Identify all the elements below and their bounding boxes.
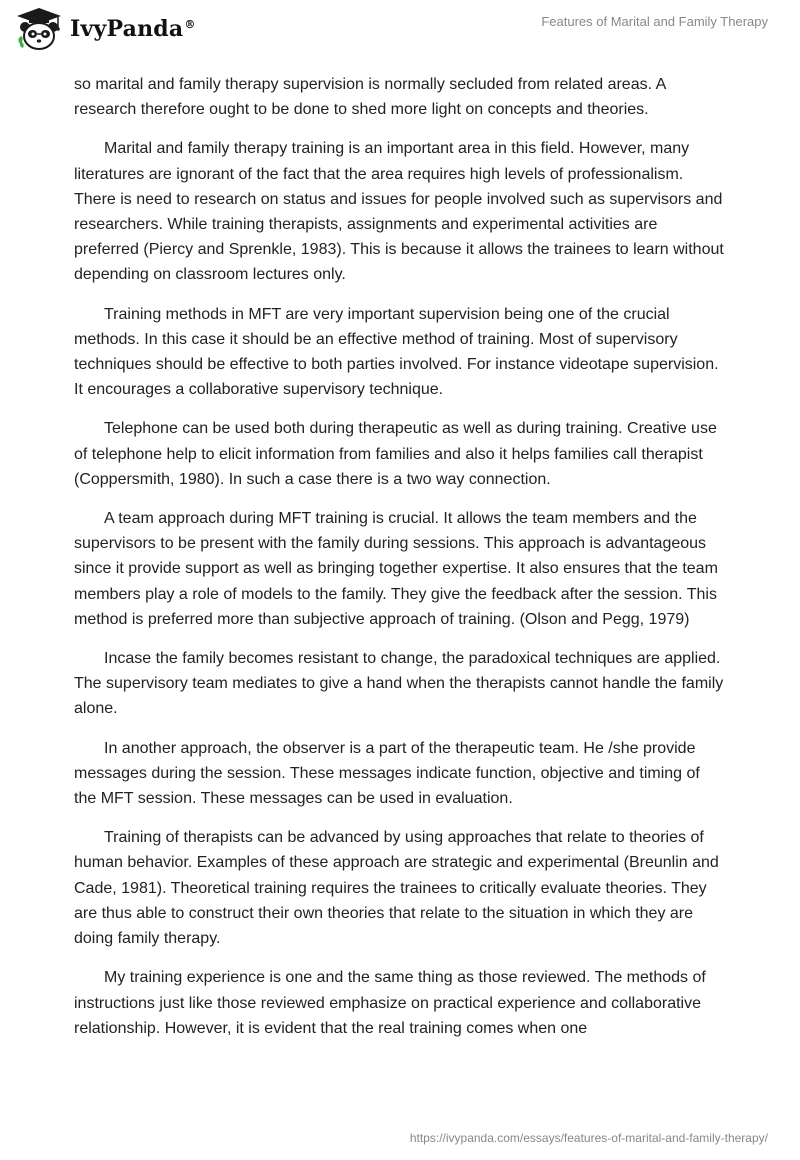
brand-name: IvyPanda®	[70, 16, 196, 42]
paragraph: Incase the family becomes resistant to change, the paradoxical techniques are applied. The supervisory team mediates to give a hand when the therapists cannot handle the family alone.	[74, 650, 724, 718]
brand-logo[interactable]	[14, 6, 196, 52]
document-title: Features of Marital and Family Therapy	[541, 14, 768, 29]
paragraph: In another approach, the observer is a part of the therapeutic team. He /she provide messages during the session. These messages indicate function, objective and timing of the MFT session. These messages can be used in evaluation.	[74, 739, 700, 808]
paragraph: Training of therapists can be advanced by using approaches that relate to theories of human behavior. Examples of these approach are strategic and experimental (Breunlin and Cade, 1981). Theoretical training requires the trainees to critically evaluate theories. They are thus able to construct their own theories that relate to the situation in which they are doing family therapy.	[74, 829, 719, 948]
paragraph: A team approach during MFT training is crucial. It allows the team members and the supervisors to be present with the family during sessions. This approach is advantageous since it provide support as well as bringing together expertise. It also ensures that the team members play a role of models to the family. They give the feedback after the session. This method is preferred more than subjective approach of training. (Olson and Pegg, 1979)	[74, 510, 718, 628]
essay-body	[74, 72, 724, 1055]
paragraph: so marital and family therapy supervision is normally secluded from related areas. A research therefore ought to be done to shed more light on concepts and theories.	[74, 76, 666, 119]
page-header	[0, 0, 800, 70]
paragraph: Telephone can be used both during therapeutic as well as during training. Creative use of telephone help to elicit information from families and also it helps families call therapist (Coppersmith, 1980). In such a case there is a two way connection.	[74, 420, 717, 488]
paragraph: Training methods in MFT are very important supervision being one of the crucial methods. In this case it should be an effective method of training. Most of supervisory techniques should be effective to both parties involved. For instance videotape supervision. It encourages a collaborative supervisory technique.	[74, 305, 719, 399]
paragraph: Marital and family therapy training is an important area in this field. However, many literatures are ignorant of the fact that the area requires high levels of professionalism. There is need to research on status and issues for people involved such as supervisors and researchers. While training therapists, assignments and experimental activities are preferred (Piercy and Sprenkle, 1983). This is because it allows the trainees to learn without depending on classroom lectures only.	[74, 140, 724, 284]
panda-logo-icon	[14, 6, 64, 52]
paragraph: My training experience is one and the same thing as those reviewed. The methods of instructions just like those reviewed emphasize on practical experience and collaborative relationship. However, it is evident that the real training comes when one	[74, 969, 706, 1037]
source-url[interactable]: https://ivypanda.com/essays/features-of-marital-and-family-therapy/	[409, 1131, 768, 1145]
